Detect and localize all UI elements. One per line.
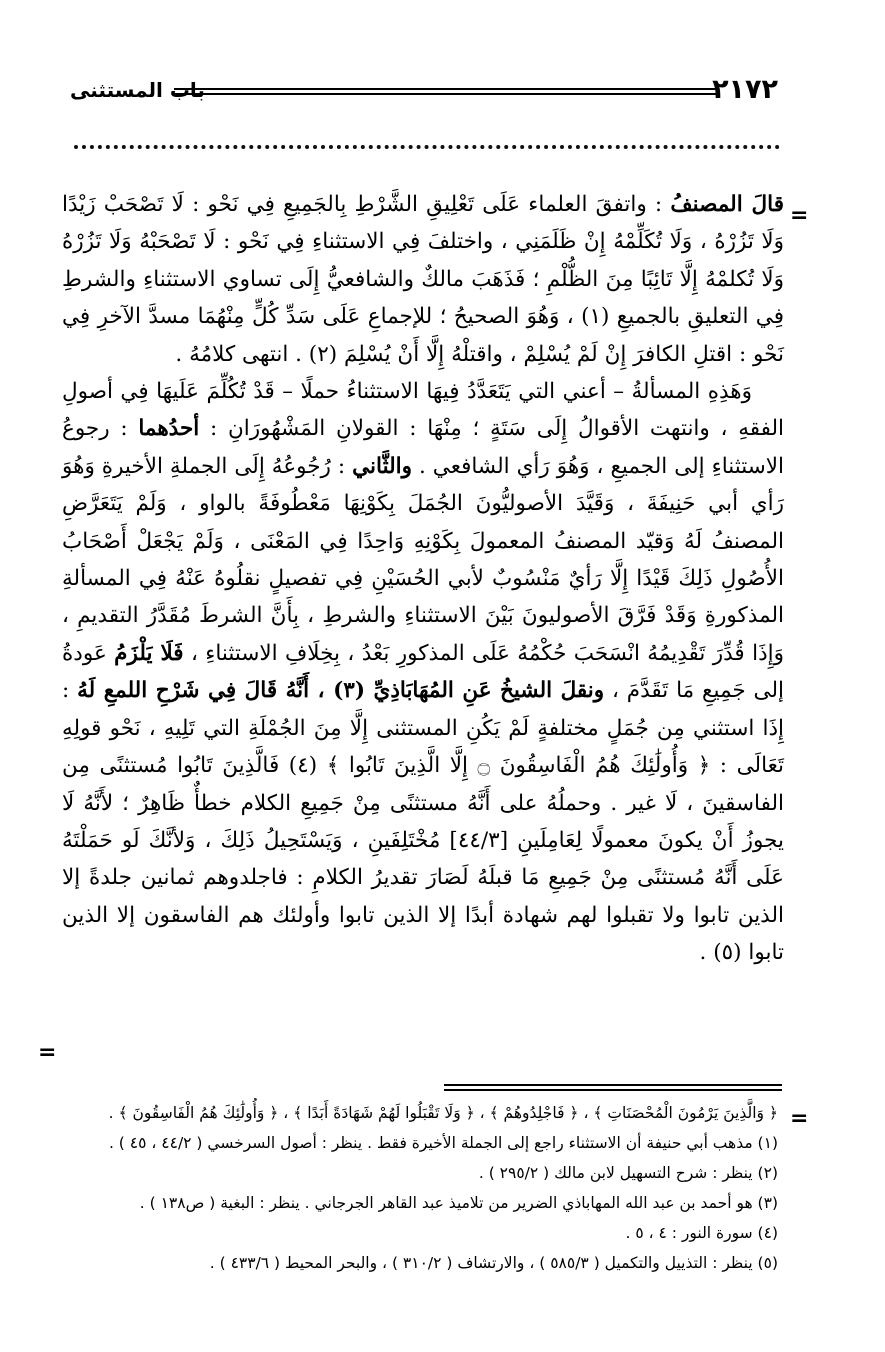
margin-mark-top: =	[790, 203, 809, 228]
footnote-4: (٤) سورة النور : ٤ ، ٥ .	[625, 1224, 778, 1242]
paragraph-text: : رُجُوعُهُ إِلَى الجملةِ الأخيرةِ وَهُوَ رَأي أبي حَنِيفَةَ ، وَقَيَّدَ الأصوليُّونَ الجُمَلَ بِكَوْنِهَا مَعْطُوفَةً بالواو ، وَلَمْ يَتَعَرَّضِ المصنفُ لَهُ وَقيّد المصنفُ المعمولَ بِكَوْنِهِ وَاحِدًا فِي المَعْنَى ، وَلَمْ يَجْعَلْ أَصْحَابُ الأُصُولِ ذَلِكَ قَيْدًا إِلَّا رَأيٌ مَنْسُوبٌ لأبي الحُسَيْنِ فِي تفصيلٍ نقلُوهُ عَنْهُ فِي المسألةِ المذكورةِ وَقَدْ فَرَّقَ الأصوليونَ بَيْنَ الاستثناءِ والشرطِ ، بِأَنَّ الشرطَ مُقَدَّرُ التقديمِ ، وَإِذَا قُدِّرَ تَقْدِيمُهُ انْسَحَبَ حُكْمُهُ عَلَى المذكورِ بَعْدُ ، بِخِلَافِ الاستثناءِ ،	[62, 453, 784, 666]
main-text	[62, 186, 784, 972]
running-head: باب المستثنى	[70, 78, 205, 102]
bold-term: ونقلَ الشيخُ عَنِ المُهَابَاذِيِّ (٣) ، أَنَّهُ قَالَ فِي شَرْحِ اللمعِ لَهُ	[77, 678, 605, 704]
footnote-double-rule	[444, 1084, 782, 1092]
margin-mark-footnotes: =	[790, 1106, 809, 1131]
author-lead: قالَ المصنفُ	[670, 192, 784, 217]
paragraph-quote	[62, 186, 784, 373]
paragraph-commentary	[62, 373, 784, 972]
paragraph-text: : رجوعُ الاستثناءِ إلى الجميعِ ، وَهُوَ رَأي الشافعي .	[62, 416, 784, 479]
bold-term: فَلَا يَلْزَمُ	[114, 640, 184, 666]
footnote-1: (١) مذهب أبي حنيفة أن الاستثناء راجع إلى الجملة الأخيرة فقط . ينظر : أصول السرخسي ( ٤٤/٢ ، ٤٥ ) .	[108, 1134, 778, 1152]
footnote-2: (٢) ينظر : شرح التسهيل لابن مالك ( ٢٩٥/٢ ) .	[478, 1164, 778, 1182]
paragraph-text: وَهَذِهِ المسألةُ – أعني التي يَتَعَدَّدُ فِيهَا الاستثناءُ حملًا – قَدْ تُكُلِّمَ عَلَيهَا فِي أصولِ الفقهِ ، وانتهت الأقوالُ إِلَى سَتَةٍ ؛ مِنْهَا : القولانِ المَشْهُورَانِ :	[62, 379, 784, 442]
bold-term: والثَّاني	[352, 453, 412, 479]
page-header	[66, 74, 778, 114]
page-number: ٢١٧٢	[712, 74, 778, 105]
dotted-separator	[74, 145, 780, 149]
bold-term: أحدُهما	[138, 416, 200, 442]
margin-mark-middle: =	[38, 1040, 57, 1065]
paragraph-text: عَودةُ إلى جَمِيعِ مَا تَقَدَّمَ ،	[62, 640, 784, 704]
footnote-3: (٣) هو أحمد بن عبد الله المهاباذي الضرير من تلاميذ عبد القاهر الجرجاني . ينظر : البغية ( ص١٣٨ ) .	[139, 1194, 778, 1212]
paragraph-text: : واتفقَ العلماء عَلَى تَعْلِيقِ الشَّرْطِ بِالجَمِيعِ فِي نَحْو : لَا تَصْحَبْ زَيْدًا وَلَا تَزُرْهُ ، وَلَا تُكَلِّمْهُ إِنْ ظَلَمَنِي ، واختلفَ فِي الاستثناءِ فِي نَحْو : لَا تَصْحَبْهُ وَلَا تَزُرْهُ وَلَا تُكلمْهُ إِلَّا تَائِبًا مِنَ الظُّلْمِ ؛ فَذَهَبَ مالكٌ والشافعيُّ إِلَى تساوي الاستثناءِ والشرطِ فِي التعليقِ بالجميعِ (١) ، وَهُوَ الصحيحُ ؛ للإجماعِ عَلَى سَدِّ كُلٍّ مِنْهُمَا مسدَّ الآخرِ فِي نَحْو : اقتلِ الكافرَ إِنْ لَمْ يُسْلِمْ ، واقتلْهُ إِلَّا أَنْ يُسْلِمَ (٢) . انتهى كلامُهُ .	[62, 192, 784, 367]
footnote-5: (٥) ينظر : التذييل والتكميل ( ٥٨٥/٣ ) ، والارتشاف ( ٣١٠/٢ ) ، والبحر المحيط ( ٤٣٣/٦ ) .	[209, 1254, 778, 1272]
footnotes	[62, 1098, 778, 1278]
header-double-rule	[174, 88, 716, 100]
footnote-continuation: ﴿ وَالَّذِينَ يَرْمُونَ الْمُحْصَنَاتِ ﴾ ، ﴿ فَاجْلِدُوهُمْ ﴾ ، ﴿ وَلَا تَقْبَلُوا لَهُمْ شَهَادَةً أَبَدًا ﴾ ، ﴿ وَأُولَٰئِكَ هُمُ الْفَاسِقُونَ ﴾ .	[108, 1104, 778, 1122]
paragraph-text: : إِذَا استثني مِن جُمَلٍ مختلفةٍ لَمْ يَكُنِ المستثنى إِلَّا مِنَ الجُمْلَةِ التي تَلِيهِ ، نَحْو قولِهِ تَعَالَى : ﴿ وَأُولَٰئِكَ هُمُ الْفَاسِقُونَ ۝ إِلَّا الَّذِينَ تَابُوا ﴾ (٤) فَالَّذِينَ تَابُوا مُستثنًى مِن الفاسقينَ ، لَا غير . وحملُهُ على أَنَّهُ مستثنًى مِنْ جَمِيعِ الكلام خطأٌ ظَاهِرٌ ؛ لأَنَّهُ لَا يجوزُ أَنْ يكونَ معمولًا لِعَامِلَينِ [٤٤/٣] مُخْتَلِفَينِ ، وَيَسْتَحِيلُ ذَلِكَ ، وَلأنَّكَ لَو حَمَلْتَهُ عَلَى أَنَّهُ مُستثنًى مِنْ جَمِيعِ مَا قبلَهُ لَصَارَ تقديرُ الكلامِ : فاجلدوهم ثمانين جلدةً إلا الذين تابوا ولا تقبلوا لهم شهادة أبدًا إلا الذين تابوا وأولئك هم الفاسقون إلا الذين تابوا (٥) .	[62, 678, 784, 966]
